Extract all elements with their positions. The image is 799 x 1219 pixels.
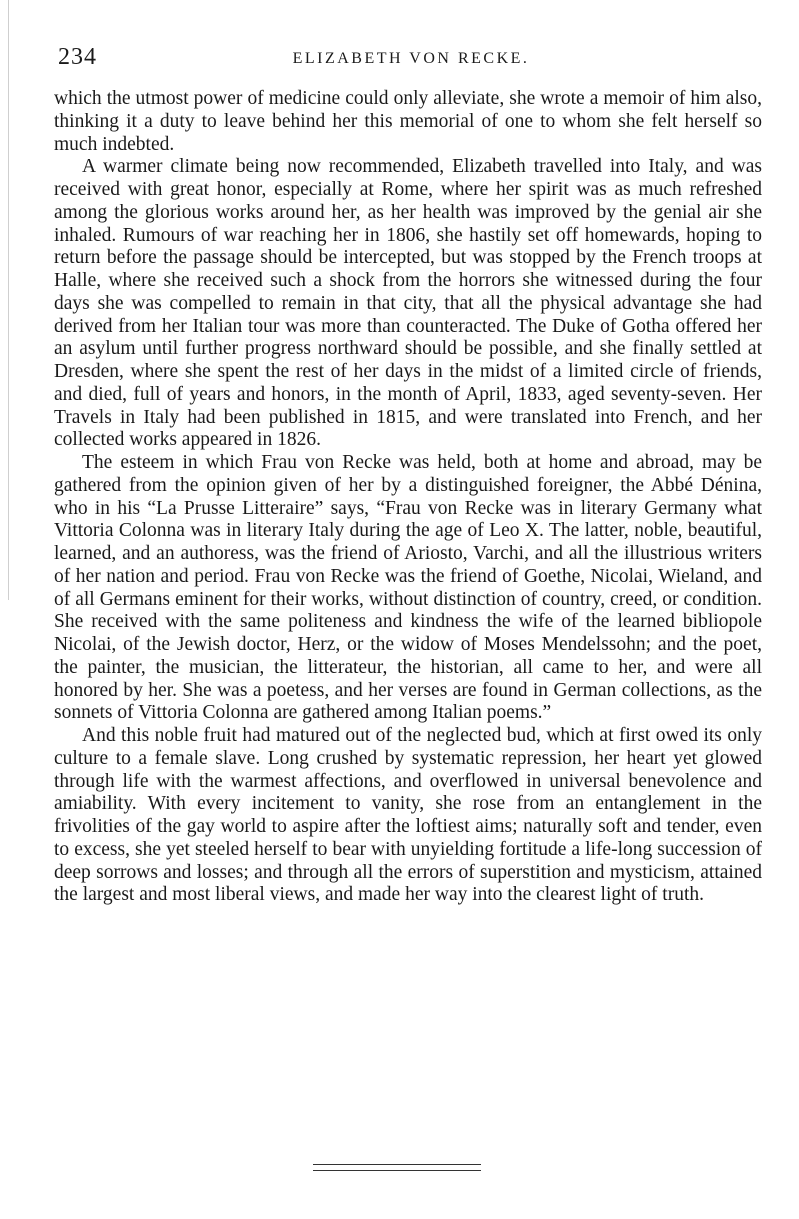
page-number: 234	[58, 44, 97, 70]
page-edge-line	[8, 0, 9, 600]
paragraph-conclusion: And this noble fruit had matured out of the neglected bud, which at first owed its only culture to a female slave. Long crushed by systematic repression, her heart yet glowed through life with the warmest affections, and overflowed in universal benevolence and amiability. With every incitement to vanity, she rose from an entanglement in the frivolities of the gay world to aspire after the loftiest aims; naturally soft and tender, even to excess, she yet steeled herself to bear with unyielding fortitude a life-long succession of deep sorrows and losses; and through all the errors of superstition and mysticism, attained the largest and most liberal views, and made her way into the clearest light of truth.	[54, 725, 762, 906]
section-end-rule	[313, 1164, 481, 1171]
body-text	[54, 88, 762, 907]
paragraph-esteem: The esteem in which Frau von Recke was held, both at home and abroad, may be gathered from the opinion given of her by a distinguished foreigner, the Abbé Dénina, who in his “La Prusse Litteraire” says, “Frau von Recke was in literary Germany what Vittoria Colonna was in literary Italy during the age of Leo X. The latter, noble, beautiful, learned, and an authoress, was the friend of Ariosto, Varchi, and all the illustrious writers of her nation and period. Frau von Recke was the friend of Goethe, Nicolai, Wieland, and of all Germans eminent for their works, without distinction of country, creed, or condition. She received with the same politeness and kindness the wife of the learned bibliopole Nicolai, of the Jewish doctor, Herz, or the widow of Moses Mendelssohn; and the poet, the painter, the musician, the litterateur, the historian, all came to her, and were all honored by her. She was a poetess, and her verses are found in German collections, as the sonnets of Vittoria Colonna are gathered among Italian poems.”	[54, 452, 762, 724]
running-title: ELIZABETH VON RECKE.	[292, 50, 530, 67]
page-header	[58, 44, 764, 74]
paragraph-continuation: which the utmost power of medicine could only alleviate, she wrote a memoir of him also, thinking it a duty to leave behind her this memorial of one to whom she felt herself so much indebted.	[54, 88, 762, 155]
paragraph-italy-travels: A warmer climate being now recommended, Elizabeth travelled into Italy, and was received with great honor, especially at Rome, where her spirit was as much refreshed among the glorious works around her, as her health was improved by the genial air she inhaled. Rumours of war reaching her in 1806, she hastily set off homewards, hoping to return before the passage should be intercepted, but was stopped by the French troops at Halle, where she received such a shock from the horrors she witnessed during the four days she was compelled to remain in that city, that all the physical advantage she had derived from her Italian tour was more than counteracted. The Duke of Gotha offered her an asylum until further progress northward should be possible, and she finally settled at Dresden, where she spent the rest of her days in the midst of a limited circle of friends, and died, full of years and honors, in the month of April, 1833, aged seventy-seven. Her Travels in Italy had been published in 1815, and were translated into French, and her collected works appeared in 1826.	[54, 156, 762, 451]
